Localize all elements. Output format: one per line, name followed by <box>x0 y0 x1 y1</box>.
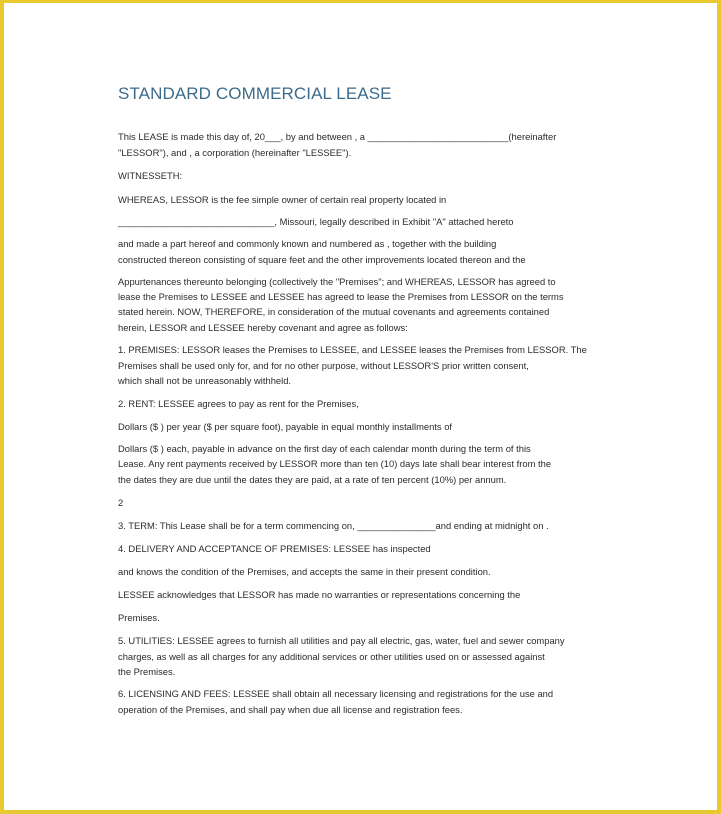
text-line: Dollars ($ ) per year ($ per square foot), payable in equal monthly installments of <box>118 421 453 432</box>
text-line: herein, LESSOR and LESSEE hereby covenant and agree as follows: <box>118 322 408 333</box>
text-line: This LEASE is made this day of, 20___, by and between , a ___________________________(hereinafter <box>118 131 557 142</box>
text-line: Premises shall be used only for, and for no other purpose, without LESSOR'S prior written consent, <box>118 360 529 371</box>
text-line: Dollars ($ ) each, payable in advance on the first day of each calendar month during the term of this <box>118 443 531 454</box>
text-line: Premises. <box>118 612 160 623</box>
text-line: the dates they are due until the dates they are paid, at a rate of ten percent (10%) per annum. <box>118 474 507 485</box>
text-line: and knows the condition of the Premises, and accepts the same in their present condition. <box>118 566 491 577</box>
text-line: 4. DELIVERY AND ACCEPTANCE OF PREMISES: LESSEE has inspected <box>118 543 431 554</box>
text-line: charges, as well as all charges for any additional services or other utilities used on or assessed against <box>118 651 545 662</box>
text-line: which shall not be unreasonably withheld. <box>118 375 292 386</box>
text-line: constructed thereon consisting of square feet and the other improvements located thereon and the <box>118 254 526 265</box>
text-line: ______________________________, Missouri, legally described in Exhibit "A" attached hereto <box>118 216 514 227</box>
document-title: STANDARD COMMERCIAL LEASE <box>118 84 392 103</box>
text-line: 6. LICENSING AND FEES: LESSEE shall obtain all necessary licensing and registrations for the use and <box>118 688 554 699</box>
text-line: 3. TERM: This Lease shall be for a term commencing on, _______________and ending at midnight on . <box>118 520 549 531</box>
text-line: WITNESSETH: <box>118 170 183 181</box>
text-line: stated herein. NOW, THEREFORE, in consideration of the mutual covenants and agreements contained <box>118 306 550 317</box>
text-line: 1. PREMISES: LESSOR leases the Premises to LESSEE, and LESSEE leases the Premises from LESSOR. The <box>118 344 587 355</box>
text-line: "LESSOR"), and , a corporation (hereinafter "LESSEE"). <box>118 147 352 158</box>
text-line: WHEREAS, LESSOR is the fee simple owner of certain real property located in <box>118 194 447 205</box>
text-line: the Premises. <box>118 666 176 677</box>
text-line: Appurtenances thereunto belonging (collectively the "Premises"; and WHEREAS, LESSOR has agreed to <box>118 276 556 287</box>
text-line: Lease. Any rent payments received by LESSOR more than ten (10) days late shall bear interest from the <box>118 458 552 469</box>
text-line: lease the Premises to LESSEE and LESSEE has agreed to lease the Premises from LESSOR on the terms <box>118 291 564 302</box>
text-line: and made a part hereof and commonly known and numbered as , together with the building <box>118 238 497 249</box>
text-line: 5. UTILITIES: LESSEE agrees to furnish all utilities and pay all electric, gas, water, fuel and sewer company <box>118 635 565 646</box>
page-number: 2 <box>118 497 124 508</box>
document-page <box>8 6 713 808</box>
text-line: operation of the Premises, and shall pay when due all license and registration fees. <box>118 704 463 715</box>
text-line: 2. RENT: LESSEE agrees to pay as rent for the Premises, <box>118 398 359 409</box>
text-line: LESSEE acknowledges that LESSOR has made no warranties or representations concerning the <box>118 589 521 600</box>
